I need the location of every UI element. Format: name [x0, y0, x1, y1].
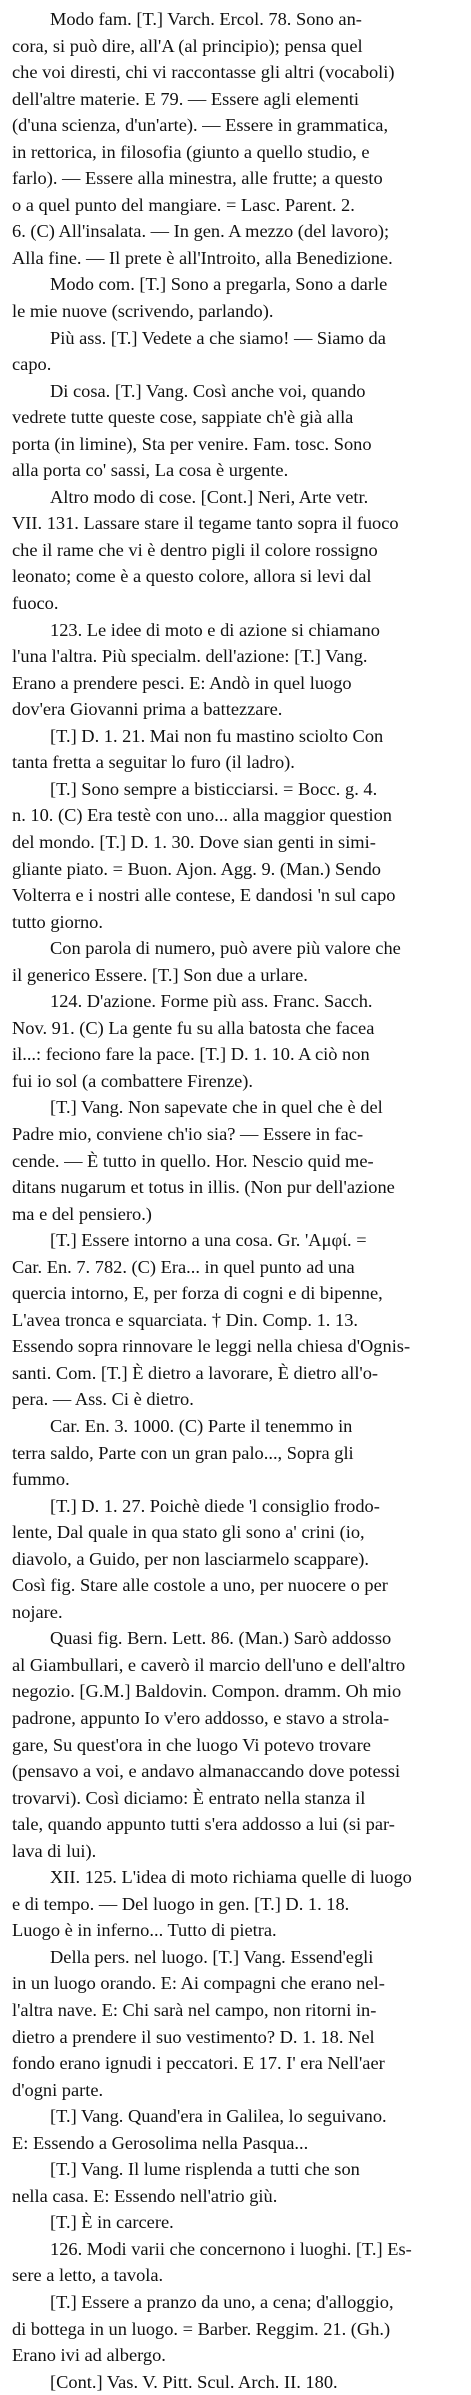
text-line: terra saldo, Parte con un gran palo..., Sopra gli — [12, 1442, 354, 1463]
text-line: e di tempo. — Del luogo in gen. [T.] D. 1. 18. — [12, 1893, 350, 1914]
text-line: [T.] Vang. Il lume risplenda a tutti che son — [50, 2159, 360, 2180]
text-line: che voi diresti, chi vi raccontasse gli altri (vocaboli) — [12, 62, 395, 83]
text-line: l'una l'altra. Più specialm. dell'azione: [T.] Vang. — [12, 646, 368, 667]
text-line: gliante piato. = Buon. Ajon. Agg. 9. (Man.) Sendo — [12, 858, 381, 879]
text-line: Luogo è in inferno... Tutto di pietra. — [12, 1920, 277, 1941]
text-line: Car. En. 3. 1000. (C) Parte il tenemmo in — [50, 1415, 353, 1436]
text-line: sere a letto, a tavola. — [12, 2265, 164, 2286]
text-line: Altro modo di cose. [Cont.] Neri, Arte vetr. — [50, 486, 369, 507]
text-line: Modo fam. [T.] Varch. Ercol. 78. Sono an- — [50, 9, 362, 29]
text-line: in rettorica, in filosofia (giunto a quello studio, e — [12, 141, 370, 162]
text-line: tutto giorno. — [12, 911, 103, 932]
text-line: leonato; come è a questo colore, allora si levi dal — [12, 566, 372, 587]
text-line: Nov. 91. (C) La gente fu su alla batosta che facea — [12, 1017, 375, 1038]
text-line: ditans nugarum et totus in illis. (Non pur dell'azione — [12, 1177, 395, 1198]
text-line: [T.] Essere intorno a una cosa. Gr. 'Αμφί. = — [50, 1230, 367, 1251]
text-line: lente, Dal quale in qua stato gli sono a' crini (io, — [12, 1522, 365, 1543]
text-line: l'altra nave. E: Chi sarà nel campo, non ritorni in- — [12, 2000, 377, 2021]
text-line: (pensavo a voi, e andavo almanaccando dove potessi — [12, 1761, 401, 1782]
text-line: ma e del pensiero.) — [12, 1203, 152, 1224]
text-line: fondo erano ignudi i peccatori. E 17. I' era Nell'aer — [12, 2053, 385, 2074]
text-line: dietro a prendere il suo vestimento? D. 1. 18. Nel — [12, 2026, 375, 2047]
text-line: fuoco. — [12, 593, 59, 614]
text-line: 124. D'azione. Forme più ass. Franc. Sacch. — [50, 991, 373, 1012]
text-line: capo. — [12, 354, 52, 375]
text-line: [T.] D. 1. 21. Mai non fu mastino sciolto Con — [50, 725, 384, 746]
text-line: Erano ivi ad albergo. — [12, 2345, 166, 2366]
text-line: nella casa. E: Essendo nell'atrio giù. — [12, 2185, 278, 2206]
text-line: [T.] Essere a pranzo da uno, a cena; d'alloggio, — [50, 2292, 394, 2313]
text-line: che il rame che vi è dentro pigli il colore rossigno — [12, 539, 378, 560]
text-line: nojare. — [12, 1601, 63, 1622]
text-line: alla porta co' sassi, La cosa è urgente. — [12, 460, 289, 481]
text-line: 6. (C) All'insalata. — In gen. A mezzo (del lavoro); — [12, 221, 390, 242]
text-line: trovarvi). Così diciamo: È entrato nella stanza il — [12, 1787, 366, 1808]
text-line: [T.] Vang. Quand'era in Galilea, lo seguivano. — [50, 2106, 387, 2127]
text-line: [T.] D. 1. 27. Poichè diede 'l consiglio frodo- — [50, 1495, 380, 1516]
text-line: tale, quando appunto tutti s'era addosso a lui (si par- — [12, 1814, 395, 1835]
text-line: dell'altre materie. E 79. — Essere agli elementi — [12, 88, 359, 109]
text-line: porta (in limine), Sta per venire. Fam. tosc. Sono — [12, 433, 372, 454]
text-line: Erano a prendere pesci. E: Andò in quel luogo — [12, 672, 352, 693]
text-line: Della pers. nel luogo. [T.] Vang. Essend'egli — [50, 1946, 374, 1967]
text-line: tanta fretta a seguitar lo furo (il ladro). — [12, 752, 295, 773]
text-line: negozio. [G.M.] Baldovin. Compon. dramm. Oh mio — [12, 1681, 402, 1702]
text-line: XII. 125. L'idea di moto richiama quelle di luogo — [50, 1867, 412, 1888]
text-line: dov'era Giovanni prima a battezzare. — [12, 699, 283, 720]
text-line: [T.] Vang. Non sapevate che in quel che è del — [50, 1097, 383, 1118]
text-line: cende. — È tutto in quello. Hor. Nescio quid me- — [12, 1150, 374, 1171]
text-line: 126. Modi varii che concernono i luoghi. [T.] Es- — [50, 2238, 412, 2259]
text-line: VII. 131. Lassare stare il tegame tanto sopra il fuoco — [12, 513, 399, 534]
text-line: farlo). — Essere alla minestra, alle frutte; a questo — [12, 168, 383, 189]
text-line: 123. Le idee di moto e di azione si chiamano — [50, 619, 380, 640]
text-line: il...: feciono fare la pace. [T.] D. 1. 10. A ciò non — [12, 1044, 370, 1065]
text-line: al Giambullari, e caverò il marcio dell'uno e dell'altro — [12, 1654, 406, 1675]
text-line: [Cont.] Vas. V. Pitt. Scul. Arch. II. 180. — [50, 2371, 338, 2392]
text-line: il generico Essere. [T.] Son due a urlare. — [12, 964, 308, 985]
text-line: le mie nuove (scrivendo, parlando). — [12, 301, 274, 322]
text-line: (d'una scienza, d'un'arte). — Essere in grammatica, — [12, 115, 389, 136]
text-line: fummo. — [12, 1469, 70, 1490]
text-line: Modo com. [T.] Sono a pregarla, Sono a darle — [50, 274, 388, 295]
text-line: Padre mio, conviene ch'io sia? — Essere in fac- — [12, 1123, 364, 1144]
text-line: Car. En. 7. 782. (C) Era... in quel punto ad una — [12, 1256, 355, 1277]
text-line: d'ogni parte. — [12, 2079, 104, 2100]
text-line: Volterra e i nostri alle contese, E dandosi 'n sul capo — [12, 885, 396, 906]
text-line: in un luogo orando. E: Ai compagni che erano nel- — [12, 1973, 385, 1994]
text-line: cora, si può dire, all'A (al principio); pensa quel — [12, 35, 363, 56]
text-line: L'avea tronca e squarciata. † Din. Comp. 1. 13. — [12, 1309, 358, 1330]
text-line: Quasi fig. Bern. Lett. 86. (Man.) Sarò addosso — [50, 1628, 392, 1649]
text-line: gare, Su quest'ora in che luogo Vi potevo trovare — [12, 1734, 371, 1755]
text-line: [T.] Sono sempre a bisticciarsi. = Bocc. g. 4. — [50, 778, 378, 799]
text-line: di bottega in un luogo. = Barber. Reggim. 21. (Gh.) — [12, 2318, 391, 2339]
text-line: Più ass. [T.] Vedete a che siamo! — Siamo da — [50, 327, 386, 348]
text-line: vedrete tutte queste cose, sappiate ch'è già alla — [12, 407, 354, 428]
text-line: Essendo sopra rinnovare le leggi nella chiesa d'Ognis- — [12, 1336, 411, 1357]
text-line: Di cosa. [T.] Vang. Così anche voi, quando — [50, 380, 366, 401]
text-line: del mondo. [T.] D. 1. 30. Dove sian genti in simi- — [12, 831, 376, 852]
text-line: fui io sol (a combattere Firenze). — [12, 1070, 254, 1091]
text-line: Così fig. Stare alle costole a uno, per nuocere o per — [12, 1575, 388, 1596]
text-line: n. 10. (C) Era testè con uno... alla maggior question — [12, 805, 392, 826]
text-line: Alla fine. — Il prete è all'Introito, alla Benedizione. — [12, 247, 393, 268]
text-line: E: Essendo a Gerosolima nella Pasqua... — [12, 2132, 309, 2153]
text-line: santi. Com. [T.] È dietro a lavorare, È dietro all'o- — [12, 1362, 379, 1383]
text-line: pera. — Ass. Ci è dietro. — [12, 1389, 194, 1410]
text-line: padrone, appunto Io v'ero addosso, e stavo a strola- — [12, 1708, 390, 1728]
text-line: quercia intorno, E, per forza di cogni e di bipenne, — [12, 1283, 383, 1304]
text-line: Con parola di numero, può avere più valore che — [50, 938, 401, 959]
text-line: [T.] È in carcere. — [50, 2212, 174, 2233]
text-line: lava di lui). — [12, 1840, 97, 1861]
text-line: diavolo, a Guido, per non lasciarmelo scappare). — [12, 1548, 369, 1569]
text-line: o a quel punto del mangiare. = Lasc. Parent. 2. — [12, 194, 355, 215]
